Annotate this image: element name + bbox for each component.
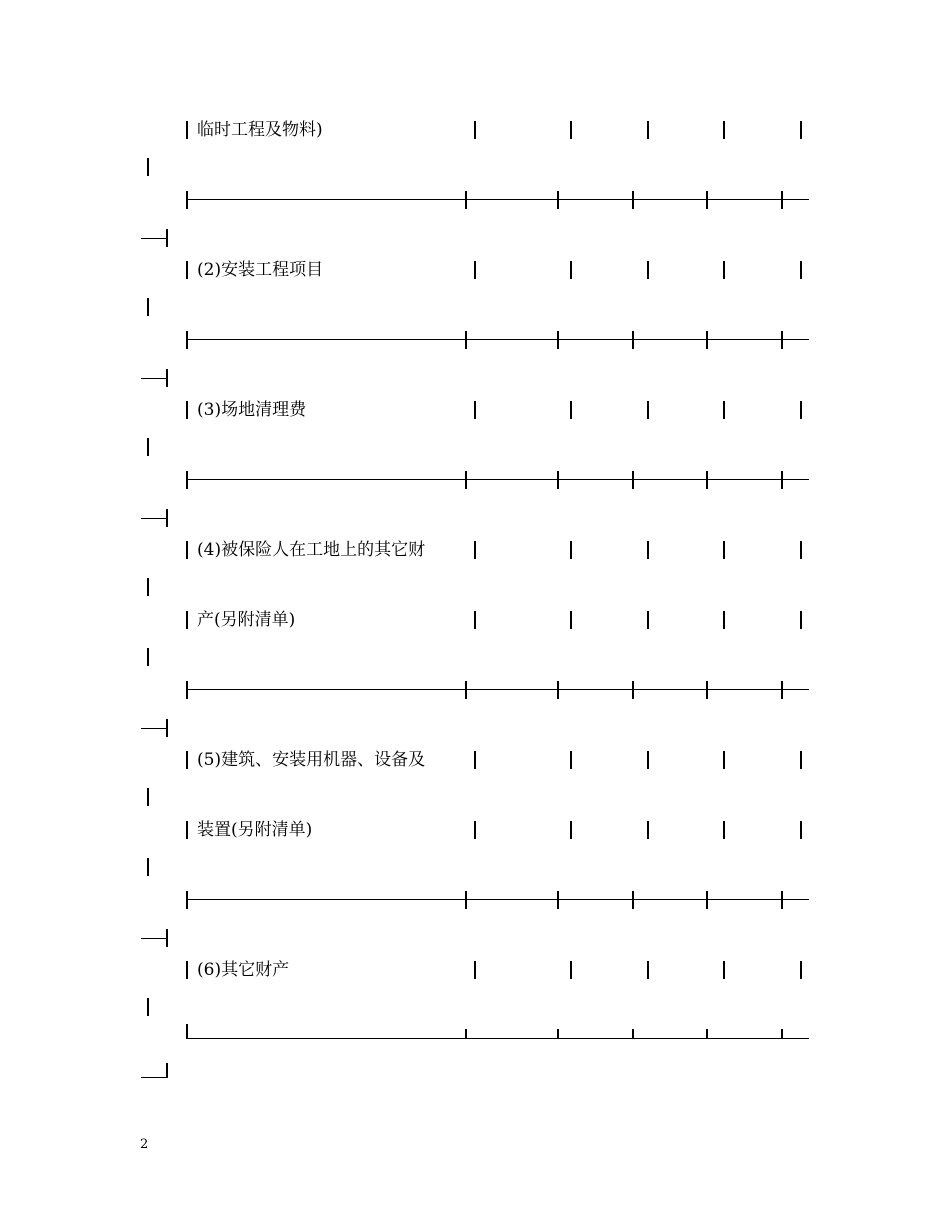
column-separator [723, 961, 725, 979]
row-label: (4)被保险人在工地上的其它财 [197, 540, 426, 560]
row-separator-line [186, 899, 809, 900]
row-separator-tick [557, 471, 559, 489]
row-separator-tick [557, 191, 559, 209]
row-separator-tick [706, 331, 708, 349]
row-label: 临时工程及物料) [197, 120, 323, 140]
row-separator-tick [186, 891, 188, 909]
column-separator [647, 541, 649, 559]
column-separator [647, 961, 649, 979]
row-separator-tick [465, 471, 467, 489]
row-separator-tick [706, 681, 708, 699]
row-separator-tick [186, 191, 188, 209]
row-separator-tick [781, 891, 783, 909]
bottom-corner-right [166, 1063, 168, 1078]
wrapped-border [147, 578, 149, 596]
table-left-border [186, 261, 188, 279]
column-separator [474, 961, 476, 979]
column-separator [570, 821, 572, 839]
row-separator-tick [557, 891, 559, 909]
column-separator [647, 121, 649, 139]
column-separator [570, 751, 572, 769]
column-separator [800, 611, 802, 629]
column-separator [800, 541, 802, 559]
row-separator-tick [706, 471, 708, 489]
row-separator-end [141, 938, 167, 939]
row-separator-end-tick [166, 509, 168, 527]
row-separator-tick [632, 891, 634, 909]
row-label-continued: 装置(另附清单) [197, 820, 313, 840]
row-separator-end [141, 378, 167, 379]
wrapped-border [147, 788, 149, 806]
row-separator-line [186, 339, 809, 340]
column-separator [723, 121, 725, 139]
wrapped-border [147, 998, 149, 1016]
row-separator-tick [632, 471, 634, 489]
column-separator [723, 751, 725, 769]
table-bottom-border [186, 1038, 809, 1039]
column-separator [570, 541, 572, 559]
column-separator [723, 401, 725, 419]
column-separator [800, 121, 802, 139]
row-separator-line [186, 689, 809, 690]
column-separator [800, 261, 802, 279]
column-separator [474, 541, 476, 559]
column-separator [723, 261, 725, 279]
table-left-border [186, 821, 188, 839]
row-separator-tick [706, 191, 708, 209]
row-separator-tick [781, 331, 783, 349]
column-separator [474, 121, 476, 139]
row-label: (6)其它财产 [197, 960, 290, 980]
row-label-continued: 产(另附清单) [197, 610, 296, 630]
table-left-border [186, 961, 188, 979]
page-number: 2 [140, 1137, 149, 1152]
table-left-border [186, 541, 188, 559]
row-separator-tick [781, 191, 783, 209]
column-separator [474, 401, 476, 419]
column-separator [570, 261, 572, 279]
column-separator [647, 401, 649, 419]
column-separator [474, 261, 476, 279]
table-left-border [186, 121, 188, 139]
column-separator [570, 121, 572, 139]
table-left-border [186, 401, 188, 419]
wrapped-border [147, 438, 149, 456]
column-separator [723, 541, 725, 559]
column-separator [570, 401, 572, 419]
column-separator [570, 961, 572, 979]
column-separator [474, 821, 476, 839]
row-separator-tick [632, 681, 634, 699]
row-separator-end [141, 518, 167, 519]
column-separator [800, 961, 802, 979]
row-separator-line [186, 199, 809, 200]
column-separator [647, 261, 649, 279]
row-label: (2)安装工程项目 [197, 260, 324, 280]
bottom-tick [706, 1029, 708, 1039]
row-separator-end [141, 238, 167, 239]
row-separator-tick [632, 331, 634, 349]
wrapped-border [147, 298, 149, 316]
column-separator [723, 821, 725, 839]
row-label: (5)建筑、安装用机器、设备及 [197, 750, 426, 770]
bottom-tick [781, 1029, 783, 1039]
row-separator-tick [557, 681, 559, 699]
table-left-border [186, 611, 188, 629]
row-separator-tick [781, 681, 783, 699]
row-separator-tick [706, 891, 708, 909]
column-separator [647, 821, 649, 839]
column-separator [474, 611, 476, 629]
column-separator [800, 751, 802, 769]
bottom-tick [632, 1029, 634, 1039]
column-separator [800, 821, 802, 839]
row-separator-tick [632, 191, 634, 209]
column-separator [647, 751, 649, 769]
column-separator [570, 611, 572, 629]
column-separator [723, 611, 725, 629]
row-separator-end [141, 728, 167, 729]
row-separator-tick [186, 471, 188, 489]
row-label: (3)场地清理费 [197, 400, 307, 420]
row-separator-end-tick [166, 369, 168, 387]
bottom-tick [465, 1029, 467, 1039]
row-separator-tick [465, 681, 467, 699]
row-separator-end-tick [166, 229, 168, 247]
row-separator-tick [557, 331, 559, 349]
row-separator-end-tick [166, 719, 168, 737]
table-left-border [186, 751, 188, 769]
row-separator-tick [781, 471, 783, 489]
row-separator-tick [186, 681, 188, 699]
wrapped-border [147, 648, 149, 666]
row-separator-end-tick [166, 929, 168, 947]
row-separator-tick [465, 191, 467, 209]
table-bottom-end [141, 1077, 167, 1078]
row-separator-tick [465, 891, 467, 909]
column-separator [800, 401, 802, 419]
bottom-corner-left [186, 1024, 188, 1039]
wrapped-border [147, 158, 149, 176]
row-separator-tick [465, 331, 467, 349]
column-separator [647, 611, 649, 629]
bottom-tick [557, 1029, 559, 1039]
row-separator-line [186, 479, 809, 480]
row-separator-tick [186, 331, 188, 349]
column-separator [474, 751, 476, 769]
wrapped-border [147, 858, 149, 876]
